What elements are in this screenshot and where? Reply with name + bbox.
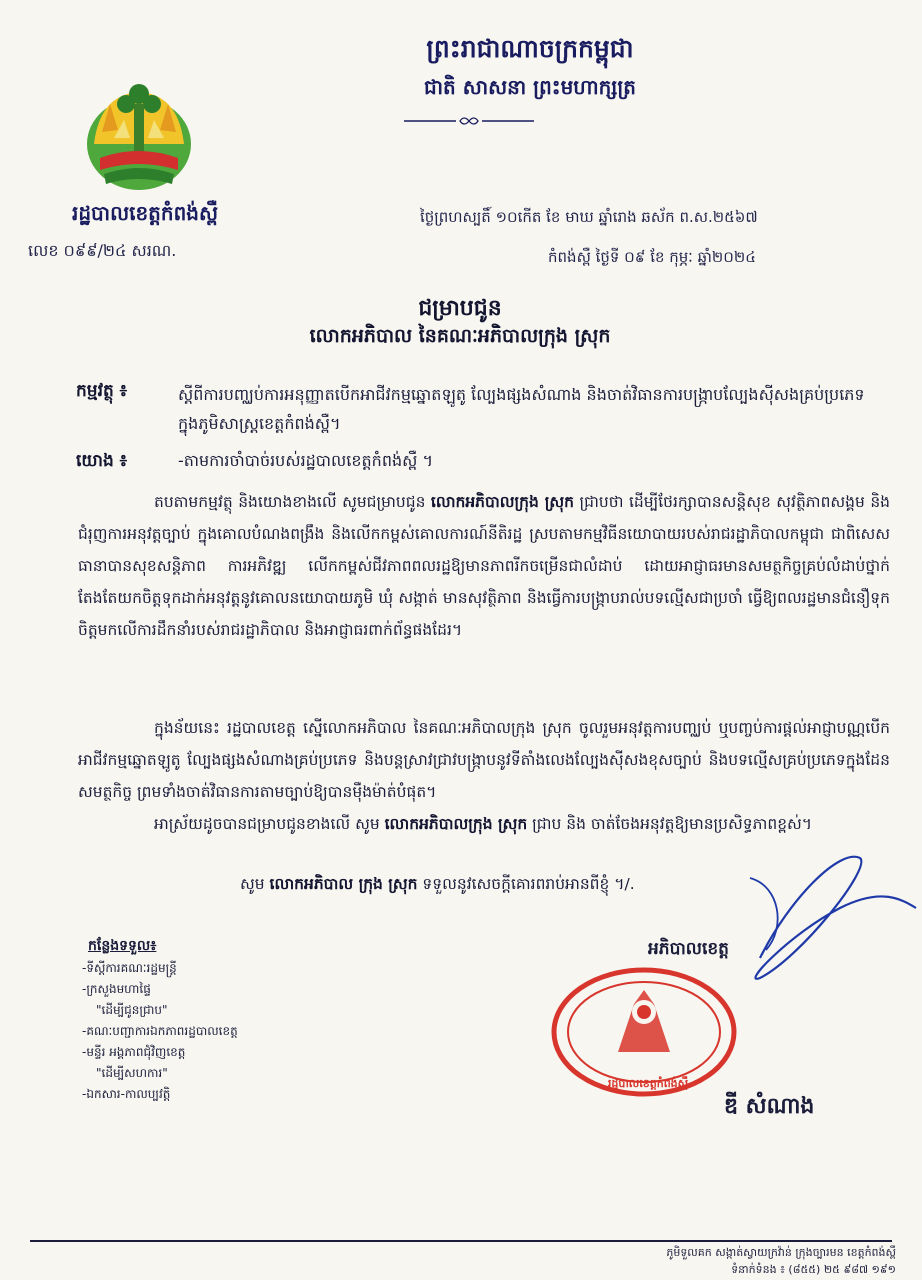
closing-text: ទទួលនូវសេចក្ដីគោរពរាប់អានពីខ្ញុំ ។/. xyxy=(422,875,635,893)
body-paragraph-1 xyxy=(78,486,890,646)
signatory-name: ឌី សំណាង xyxy=(724,1094,815,1119)
p3-recipient: លោកអភិបាលក្រុង ស្រុក xyxy=(384,815,528,833)
distribution-item: -ទីស្ដីការគណៈរដ្ឋមន្ត្រី xyxy=(82,961,177,975)
seal-text: រដ្ឋបាលខេត្តកំពង់ស្ពឺ xyxy=(607,1077,689,1090)
footer-address xyxy=(560,1244,896,1278)
p1-recipient: លោកអភិបាលក្រុង ស្រុក xyxy=(430,493,575,511)
distribution-list xyxy=(82,958,238,1105)
address-text: ភូមិទួលគក សង្កាត់ស្វាយក្រវ៉ាន់ ក្រុងច្បារមន ខេត្តកំពង់ស្ពឺ xyxy=(666,1246,896,1259)
notice-title: ជម្រាបជូន xyxy=(418,296,502,321)
p3-intro: អាស្រ័យដូចបានជម្រាបជូនខាងលើ សូម xyxy=(154,815,380,833)
closing-recipient: លោកអភិបាល ក្រុង ស្រុក xyxy=(269,875,418,893)
distribution-item: "ដើម្បីសហការ" xyxy=(96,1066,168,1080)
reference-text: -តាមការចាំបាច់របស់រដ្ឋបាលខេត្តកំពង់ស្ពឺ ។ xyxy=(178,451,433,470)
distribution-title: កន្លែងទទួល៖ xyxy=(88,938,157,954)
distribution-item: -ក្រសួងមហាផ្ទៃ xyxy=(82,982,151,996)
sender-organization: រដ្ឋបាលខេត្តកំពង់ស្ពឺ xyxy=(72,201,218,225)
reference-number: លេខ ០៩៩/២៤ សរណ. xyxy=(28,241,177,260)
province-emblem-icon xyxy=(80,74,198,196)
national-motto: ជាតិ សាសនា ព្រះមហាក្សត្រ xyxy=(424,75,636,99)
solar-date: កំពង់ស្ពឺ ថ្ងៃទី ០៩ ខែ កុម្ភៈ ឆ្នាំ២០២៤ xyxy=(548,248,756,266)
p3-text: ជ្រាប និង ចាត់ចែងអនុវត្តឱ្យមានប្រសិទ្ធភាពខ្ពស់។ xyxy=(532,815,813,833)
phone-text: ទំនាក់ទំនង ៖ (៨៥៥) ២៥ ៩៨៧ ១៩១ xyxy=(731,1263,896,1276)
subject-label: កម្មវត្ថុ ៖ xyxy=(76,381,128,401)
body-paragraph-3 xyxy=(78,808,890,840)
body-paragraph-2 xyxy=(78,712,890,808)
p2-text: ក្នុងន័យនេះ រដ្ឋបាលខេត្ត ស្នើលោកអភិបាល នៃគណៈអភិបាលក្រុង ស្រុក ចូលរួមអនុវត្តការបញ្ឈប់ ឬបញ្ចប់ការផ្ដល់អាជ្ញាបណ្ណបើកអាជីវកម្មឆ្នោតឡូតូ ល្បែងផ្សងសំណាងគ្រប់ប្រភេទ និងបន្តស្រាវជ្រាវបង្ក្រាបនូវទីតាំងលេងល្បែងស៊ីសងខុសច្បាប់ និងបទល្មើសគ្រប់ប្រភេទក្នុងដែនសមត្ថកិច្ច ព្រមទាំងចាត់វិធានការតាមច្បាប់ឱ្យបានម៉ឺងម៉ាត់បំផុត។ xyxy=(78,719,890,801)
signatory-title: អភិបាលខេត្ត xyxy=(648,939,729,959)
reference-label: យោង ៖ xyxy=(76,451,128,471)
closing-intro: សូម xyxy=(240,875,265,893)
subject-text: ស្ដីពីការបញ្ឈប់ការអនុញ្ញាតបើកអាជីវកម្មឆ្នោតឡូតូ ល្បែងផ្សងសំណាង និងចាត់វិធានការបង្ក្រាបល្បែងស៊ីសងគ្រប់ប្រភេទ ក្នុងភូមិសាស្ត្រខេត្តកំពង់ស្ពឺ។ xyxy=(178,385,865,433)
p1-intro: តបតាមកម្មវត្ថុ និងយោងខាងលើ សូមជម្រាបជូន xyxy=(154,493,426,511)
distribution-item: -ឯកសារ-កាលប្បវត្តិ xyxy=(82,1087,171,1101)
lunar-date: ថ្ងៃព្រហស្បតិ៍ ១០កើត ខែ មាឃ ឆ្នាំរោង ឆស័ក ព.ស.២៥៦៧ xyxy=(420,208,758,226)
distribution-item: "ដើម្បីជូនជ្រាប" xyxy=(96,1003,168,1017)
header-ornament xyxy=(404,114,534,128)
p1-text: ជ្រាបថា ដើម្បីថែរក្សាបានសន្តិសុខ សុវត្ថិភាពសង្គម និងជំរុញការអនុវត្តច្បាប់ ក្នុងគោលបំណងពង្រឹង និងលើកកម្ពស់គោលការណ៍នីតិរដ្ឋ ស្របតាមកម្មវិធីនយោបាយរបស់រាជរដ្ឋាភិបាលកម្ពុជា ជាពិសេសធានាបានសុខសន្តិភាព ការអភិវឌ្ឍ លើកកម្ពស់ជីវភាពពលរដ្ឋឱ្យមានភាពរីកចម្រើនជាលំដាប់ ដោយអាជ្ញាធរមានសមត្ថកិច្ចគ្រប់លំដាប់ថ្នាក់តែងតែយកចិត្តទុកដាក់អនុវត្តនូវគោលនយោបាយភូមិ ឃុំ សង្កាត់ មានសុវត្ថិភាព និងធ្វើការបង្ក្រាបរាល់បទល្មើសជាប្រចាំ ធ្វើឱ្យពលរដ្ឋមានជំនឿទុកចិត្តមកលើការដឹកនាំរបស់រាជរដ្ឋាភិបាល និងអាជ្ញាធរពាក់ព័ន្ធផងដែរ។ xyxy=(78,493,891,639)
notice-recipient: លោកអភិបាល នៃគណៈអភិបាលក្រុង ស្រុក xyxy=(309,325,611,347)
kingdom-title: ព្រះរាជាណាចក្រកម្ពុជា xyxy=(426,34,634,63)
distribution-item: -មន្ទីរ អង្គភាពជុំវិញខេត្ត xyxy=(82,1045,186,1059)
distribution-item: -គណៈបញ្ជាការឯកភាពរដ្ឋបាលខេត្ត xyxy=(82,1024,238,1038)
footer-divider xyxy=(30,1240,892,1242)
